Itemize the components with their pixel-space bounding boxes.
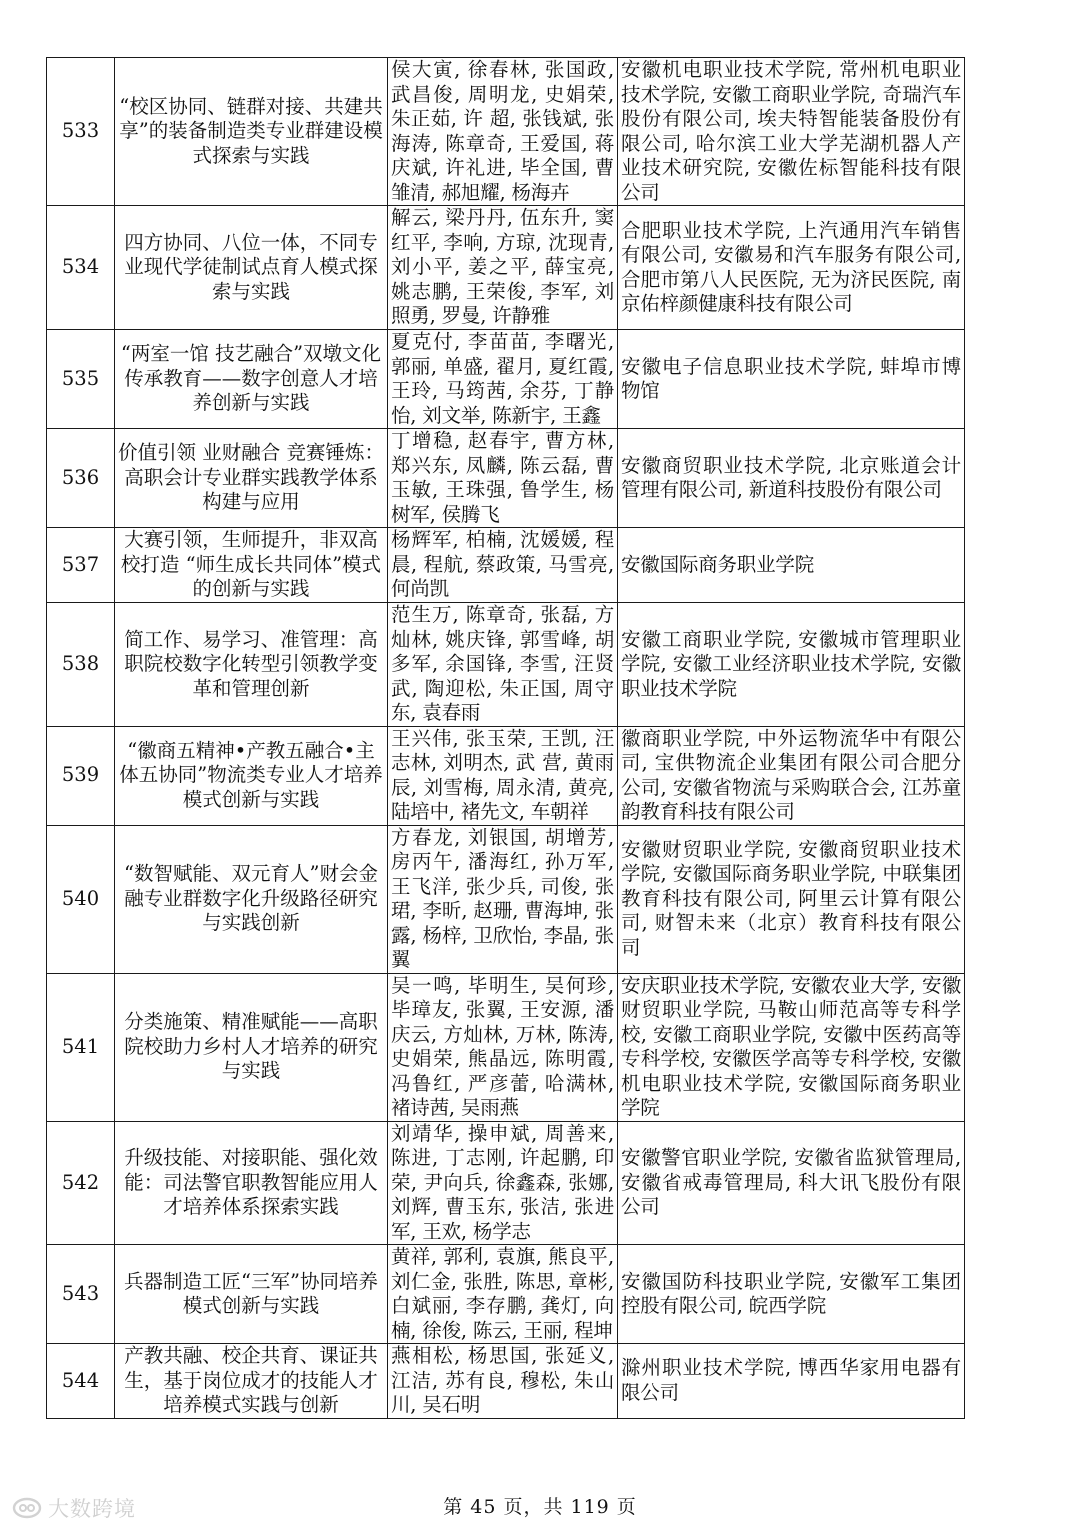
member-names: 王兴伟, 张玉荣, 王凯, 汪志林, 刘明杰, 武 营, 黄雨辰, 刘雪梅, 周永清, 黄亮, 陆培中, 褚先文, 车朝祥	[388, 726, 618, 825]
member-names: 刘靖华, 操申斌, 周善来, 陈进, 丁志刚, 许起鹏, 印荣, 尹向兵, 徐鑫森, 张娜, 刘辉, 曹玉东, 张洁, 张进军, 王欢, 杨学志	[388, 1121, 618, 1245]
page-number: 第 45 页，共 119 页	[443, 1496, 637, 1518]
table-row	[47, 825, 965, 973]
project-title: 分类施策、精准赋能——高职院校助力乡村人才培养的研究与实践	[115, 973, 388, 1121]
member-names: 吴一鸣, 毕明生, 吴何珍, 毕璋友, 张翼, 王安源, 潘庆云, 方灿林, 万林, 陈涛, 史娟荣, 熊晶远, 陈明霞, 冯鲁红, 严彦蕾, 哈满林, 褚诗茜, 吴雨燕	[388, 973, 618, 1121]
organizations: 安徽电子信息职业技术学院, 蚌埠市博物馆	[618, 330, 965, 429]
row-number: 538	[47, 603, 115, 727]
organizations: 安徽国防科技职业学院, 安徽军工集团控股有限公司, 皖西学院	[618, 1245, 965, 1344]
row-number: 544	[47, 1344, 115, 1419]
project-title: 产教共融、校企共育、课证共生，基于岗位成才的技能人才培养模式实践与创新	[115, 1344, 388, 1419]
organizations: 安徽工商职业学院, 安徽城市管理职业学院, 安徽工业经济职业技术学院, 安徽职业技术学院	[618, 603, 965, 727]
table-row	[47, 206, 965, 330]
member-names: 方春龙, 刘银国, 胡增芳, 房丙午, 潘海红, 孙万军, 王飞洋, 张少兵, 司俊, 张珺, 李昕, 赵珊, 曹海坤, 张露, 杨梓, 卫欣怡, 李晶, 张翼	[388, 825, 618, 973]
project-title: 大赛引领，生师提升，非双高校打造 “师生成长共同体”模式的创新与实践	[115, 528, 388, 603]
project-title: 四方协同、八位一体，不同专业现代学徒制试点育人模式探索与实践	[115, 206, 388, 330]
member-names: 范生万, 陈章奇, 张磊, 方灿林, 姚庆锋, 郭雪峰, 胡多军, 余国锋, 李雪, 汪贤武, 陶迎松, 朱正国, 周守东, 袁春雨	[388, 603, 618, 727]
organizations: 合肥职业技术学院, 上汽通用汽车销售有限公司, 安徽易和汽车服务有限公司, 合肥市第八人民医院, 无为济民医院, 南京佑梓颜健康科技有限公司	[618, 206, 965, 330]
row-number: 540	[47, 825, 115, 973]
project-title: “数智赋能、双元育人”财会金融专业群数字化升级路径研究与实践创新	[115, 825, 388, 973]
table-row	[47, 58, 965, 206]
table-row	[47, 726, 965, 825]
organizations: 安徽警官职业学院, 安徽省监狱管理局, 安徽省戒毒管理局, 科大讯飞股份有限公司	[618, 1121, 965, 1245]
row-number: 537	[47, 528, 115, 603]
table-row	[47, 330, 965, 429]
table-row	[47, 1245, 965, 1344]
row-number: 534	[47, 206, 115, 330]
organizations: 安庆职业技术学院, 安徽农业大学, 安徽财贸职业学院, 马鞍山师范高等专科学校, 安徽工商职业学院, 安徽中医药高等专科学校, 安徽医学高等专科学校, 安徽机电职业技术学院, 安徽国际商务职业学院	[618, 973, 965, 1121]
project-title: 简工作、易学习、准管理：高职院校数字化转型引领教学变革和管理创新	[115, 603, 388, 727]
table-row	[47, 528, 965, 603]
project-title: “校区协同、链群对接、共建共享”的装备制造类专业群建设模式探索与实践	[115, 58, 388, 206]
member-names: 燕相松, 杨思国, 张延义, 江洁, 苏有良, 穆松, 朱山川, 吴石明	[388, 1344, 618, 1419]
organizations: 安徽财贸职业学院, 安徽商贸职业技术学院, 安徽国际商务职业学院, 中联集团教育科技有限公司, 阿里云计算有限公司, 财智未来（北京）教育科技有限公司	[618, 825, 965, 973]
table-row	[47, 1121, 965, 1245]
member-names: 解云, 梁丹丹, 伍东升, 窦红平, 李响, 方琼, 沈现青, 刘小平, 姜之平, 薛宝亮, 姚志鹏, 王荣俊, 李军, 刘照勇, 罗曼, 许静雅	[388, 206, 618, 330]
watermark-text: 大数跨境	[48, 1497, 136, 1521]
table-row	[47, 429, 965, 528]
watermark-logo-icon	[12, 1497, 42, 1519]
table-row	[47, 973, 965, 1121]
project-title: 升级技能、对接职能、强化效能：司法警官职教智能应用人才培养体系探索实践	[115, 1121, 388, 1245]
watermark	[12, 1493, 136, 1523]
member-names: 杨辉军, 柏楠, 沈媛媛, 程晨, 程航, 蔡政策, 马雪亮, 何尚凯	[388, 528, 618, 603]
row-number: 539	[47, 726, 115, 825]
row-number: 542	[47, 1121, 115, 1245]
organizations: 滁州职业技术学院, 博西华家用电器有限公司	[618, 1344, 965, 1419]
table-row	[47, 1344, 965, 1419]
awards-table	[46, 57, 965, 1419]
row-number: 535	[47, 330, 115, 429]
row-number: 543	[47, 1245, 115, 1344]
project-title: 价值引领 业财融合 竞赛锤炼：高职会计专业群实践教学体系构建与应用	[115, 429, 388, 528]
member-names: 侯大寅, 徐春林, 张国政, 武昌俊, 周明龙, 史娟荣, 朱正茹, 许 超, 张钱斌, 张海涛, 陈章奇, 王爱国, 蒋庆斌, 许礼进, 毕全国, 曹雏清, 郝旭耀, 杨海卉	[388, 58, 618, 206]
row-number: 541	[47, 973, 115, 1121]
member-names: 黄祥, 郭利, 袁旗, 熊良平, 刘仁金, 张胜, 陈思, 章彬, 白斌丽, 李存鹏, 龚灯, 向楠, 徐俊, 陈云, 王丽, 程坤	[388, 1245, 618, 1344]
organizations: 徽商职业学院, 中外运物流华中有限公司, 宝供物流企业集团有限公司合肥分公司, 安徽省物流与采购联合会, 江苏童韵教育科技有限公司	[618, 726, 965, 825]
project-title: “徽商五精神•产教五融合•主体五协同”物流类专业人才培养模式创新与实践	[115, 726, 388, 825]
row-number: 533	[47, 58, 115, 206]
project-title: 兵器制造工匠“三军”协同培养模式创新与实践	[115, 1245, 388, 1344]
table-row	[47, 603, 965, 727]
member-names: 夏克付, 李苗苗, 李曙光, 郭丽, 单盛, 翟月, 夏红霞, 王玲, 马筠茜, 余芬, 丁静怡, 刘文举, 陈新宇, 王鑫	[388, 330, 618, 429]
member-names: 丁增稳, 赵春宇, 曹方林, 郑兴东, 凤麟, 陈云磊, 曹玉敏, 王珠强, 鲁学生, 杨树军, 侯腾飞	[388, 429, 618, 528]
organizations: 安徽商贸职业技术学院, 北京账道会计管理有限公司, 新道科技股份有限公司	[618, 429, 965, 528]
project-title: “两室一馆 技艺融合”双墩文化传承教育——数字创意人才培养创新与实践	[115, 330, 388, 429]
organizations: 安徽机电职业技术学院, 常州机电职业技术学院, 安徽工商职业学院, 奇瑞汽车股份有限公司, 埃夫特智能装备股份有限公司, 哈尔滨工业大学芜湖机器人产业技术研究院, 安徽佐标智能科技有限公司	[618, 58, 965, 206]
row-number: 536	[47, 429, 115, 528]
organizations: 安徽国际商务职业学院	[618, 528, 965, 603]
